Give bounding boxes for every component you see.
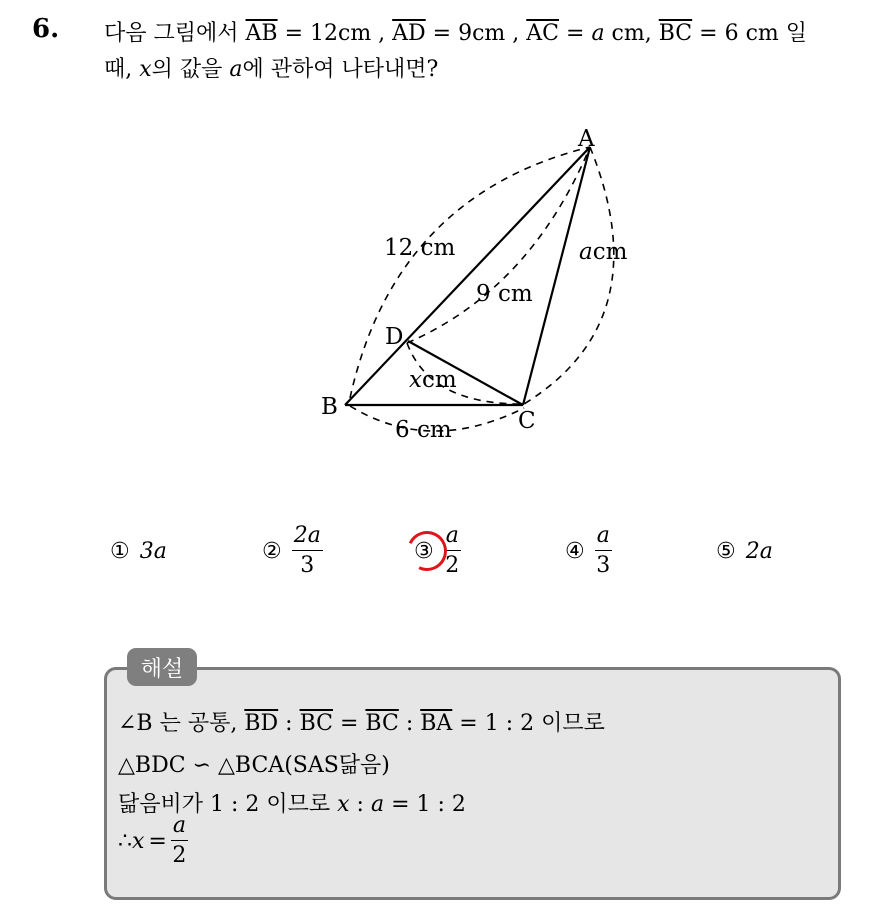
choice-2[interactable]: ② $\frac{2a}{3}$: [262, 523, 321, 578]
label-ad: 9 cm: [476, 281, 533, 307]
segment-bc: $\overline{BC}$: [658, 21, 693, 46]
label-bc: 6 cm: [395, 417, 452, 443]
fraction: $\frac{a}{2}$: [445, 523, 460, 578]
label-a: A: [578, 126, 595, 152]
solution-line-3: 닮음비가 1 : 2 이므로 x : a = 1 : 2: [118, 792, 466, 817]
solution-line-4: ∴ x = $\frac{a}{2}$: [118, 813, 187, 868]
question-number: 6.: [32, 14, 60, 44]
fraction: $\frac{a}{3}$: [596, 523, 611, 578]
label-d: D: [385, 324, 404, 350]
solution-line-1: ∠B 는 공통, $\overline{BD}$ : $\overline{BC} = \overline{BC}$ : $\overline{BA} = 1$ : 2 이므로: [118, 711, 605, 736]
segment-ab: $\overline{AB}$: [245, 21, 278, 46]
choice-4[interactable]: ④ $\frac{a}{3}$: [565, 523, 611, 578]
line-ba: [345, 147, 590, 405]
question-line-1: 다음 그림에서 $\overline{AB} = 12cm$ , $\overline{AD} = 9cm$ , $\overline{AC} = a$ cm, $\overline{BC} = 6$ cm 일: [104, 21, 807, 46]
label-ac: acm: [579, 239, 628, 265]
fraction: $\frac{a}{2}$: [172, 813, 187, 868]
segment-ad: $\overline{AD}$: [392, 21, 426, 46]
label-c: C: [518, 408, 536, 434]
question-line-2: 때, x의 값을 a에 관하여 나타내면?: [104, 57, 439, 82]
choice-1[interactable]: ① 3a: [110, 538, 167, 564]
solution-box: [104, 667, 841, 900]
choice-3[interactable]: ③ $\frac{a}{2}$: [414, 516, 461, 586]
answer-choices: [0, 516, 884, 586]
label-ab: 12 cm: [384, 235, 456, 261]
fraction: $\frac{2a}{3}$: [293, 523, 321, 578]
segment-ac: $\overline{AC}$: [526, 21, 560, 46]
arc-ac: [524, 147, 614, 404]
label-b: B: [321, 394, 338, 420]
question-text: [104, 16, 807, 88]
label-dc: xcm: [409, 367, 457, 393]
line-ac: [523, 147, 590, 405]
solution-tag: 해설: [127, 648, 197, 686]
triangle-figure: [300, 118, 660, 448]
solution-line-2: △BDC ∽ △BCA(SAS닮음): [118, 753, 390, 778]
choice-5[interactable]: ⑤ 2a: [716, 538, 773, 564]
